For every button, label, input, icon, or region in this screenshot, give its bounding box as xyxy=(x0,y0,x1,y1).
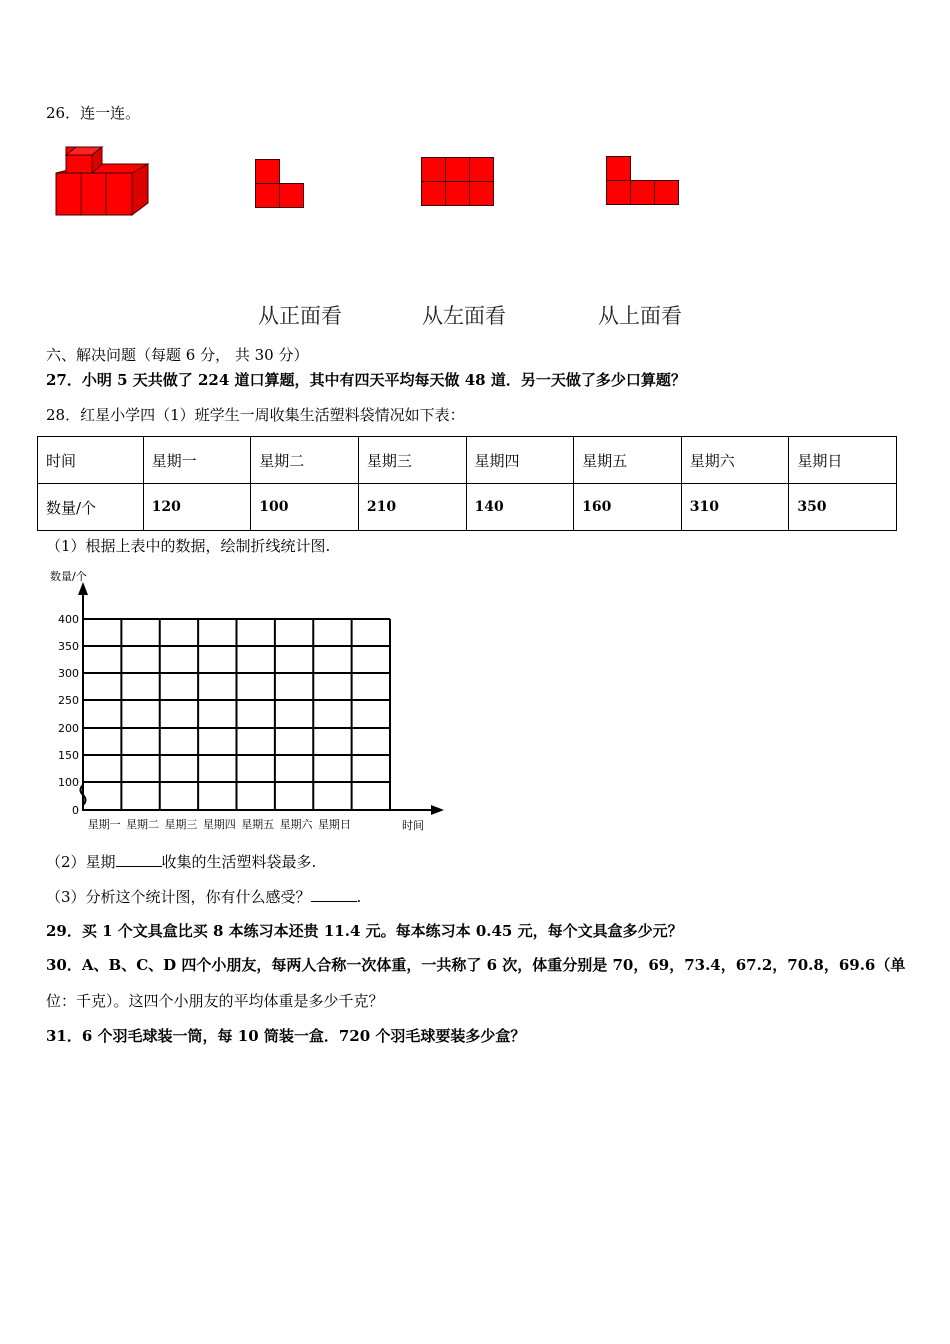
x-axis-arrow-icon xyxy=(431,805,444,815)
answer-blank[interactable] xyxy=(116,866,162,867)
table-row xyxy=(38,484,897,531)
q30-line1: 30．A、B、C、D 四个小朋友，每两人合称一次体重，一共称了 6 次，体重分别是 70，69，73.4，67.2，70.8，69.6（单 xyxy=(46,956,906,974)
q28-sub2-suffix: 收集的生活塑料袋最多. xyxy=(161,853,317,871)
y-axis-arrow-icon xyxy=(78,582,88,595)
table-cell: 星期二 xyxy=(251,437,359,484)
y-tick-label: 200 xyxy=(58,722,79,735)
y-tick-label: 100 xyxy=(58,776,79,789)
table-cell: 星期四 xyxy=(466,437,574,484)
x-tick-label: 星期日 xyxy=(317,818,351,831)
y-axis-label: 数量/个 xyxy=(50,570,87,583)
table-cell: 140 xyxy=(466,484,574,531)
table-cell: 星期一 xyxy=(143,437,251,484)
q26-title: 26．连一连。 xyxy=(46,104,141,122)
section-heading: 六、解决问题（每题 6 分， 共 30 分） xyxy=(46,346,309,364)
x-axis-label: 时间 xyxy=(402,819,424,832)
left-view-figure xyxy=(421,157,494,207)
q28-sub1: （1）根据上表中的数据，绘制折线统计图. xyxy=(46,537,331,555)
x-tick-label: 星期六 xyxy=(279,818,313,831)
view-label-left: 从左面看 xyxy=(422,304,506,328)
blank-line-chart-grid xyxy=(40,560,460,840)
table-cell: 120 xyxy=(143,484,251,531)
table-header-row xyxy=(38,437,897,484)
y-tick-label: 0 xyxy=(72,804,79,817)
data-table xyxy=(37,436,897,531)
q30-line2: 位：千克）。这四个小朋友的平均体重是多少千克？ xyxy=(46,992,384,1010)
q28-title: 28．红星小学四（1）班学生一周收集生活塑料袋情况如下表： xyxy=(46,406,465,424)
y-tick-label: 150 xyxy=(58,749,79,762)
q28-sub3-suffix: . xyxy=(356,888,362,906)
top-view-figure xyxy=(606,156,680,206)
view-label-top: 从上面看 xyxy=(598,304,682,328)
q28-sub2 xyxy=(46,851,316,872)
x-tick-label: 星期二 xyxy=(126,818,160,831)
y-tick-label: 350 xyxy=(58,640,79,653)
table-cell: 350 xyxy=(789,484,897,531)
x-tick-label: 星期一 xyxy=(87,818,121,831)
y-tick-label: 300 xyxy=(58,667,79,680)
cube-solid-figure xyxy=(52,145,152,217)
table-cell: 160 xyxy=(574,484,682,531)
x-tick-label: 星期三 xyxy=(164,818,198,831)
q27: 27．小明 5 天共做了 224 道口算题，其中有四天平均每天做 48 道．另一天做了多少口算题？ xyxy=(46,371,686,389)
table-cell: 210 xyxy=(358,484,466,531)
view-label-front: 从正面看 xyxy=(258,304,342,328)
table-cell: 星期三 xyxy=(358,437,466,484)
table-cell: 100 xyxy=(251,484,359,531)
front-view-figure xyxy=(255,159,305,209)
y-tick-label: 400 xyxy=(58,613,79,626)
q28-sub2-prefix: （2）星期 xyxy=(46,853,116,871)
table-cell: 数量/个 xyxy=(38,484,144,531)
q31: 31．6 个羽毛球装一筒，每 10 筒装一盒．720 个羽毛球要装多少盒？ xyxy=(46,1027,526,1045)
q28-sub3 xyxy=(46,886,361,907)
table-cell: 星期日 xyxy=(789,437,897,484)
table-cell: 星期五 xyxy=(574,437,682,484)
q28-sub3-prefix: （3）分析这个统计图，你有什么感受？ xyxy=(46,888,311,906)
q29: 29．买 1 个文具盒比买 8 本练习本还贵 11.4 元。每本练习本 0.45 元，每个文具盒多少元？ xyxy=(46,922,683,940)
table-cell: 时间 xyxy=(38,437,144,484)
x-tick-label: 星期五 xyxy=(241,818,275,831)
answer-blank[interactable] xyxy=(311,901,357,902)
table-cell: 310 xyxy=(681,484,789,531)
table-cell: 星期六 xyxy=(681,437,789,484)
y-tick-label: 250 xyxy=(58,694,79,707)
x-tick-label: 星期四 xyxy=(202,818,236,831)
